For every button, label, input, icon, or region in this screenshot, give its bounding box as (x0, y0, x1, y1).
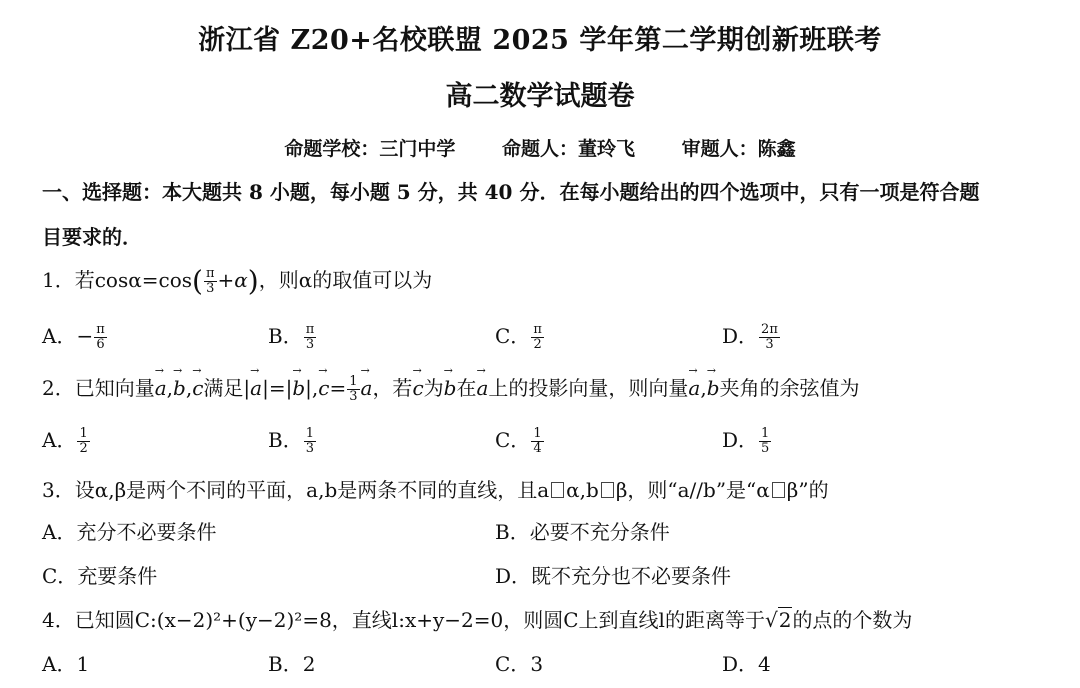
missing-glyph-box (551, 482, 564, 498)
question-1-prefix: 若cosα=cos (74, 268, 193, 292)
question-number: 1． (42, 268, 75, 292)
question-3: 3．设α,β是两个不同的平面，a,b是两条不同的直线，且a α,b β，则“a//b”是“α β”的 (42, 478, 829, 502)
exam-credits (0, 134, 1080, 161)
q2-option-a: A． $\frac{1}{2}$ (42, 426, 88, 456)
q2-option-b: B． $\frac{1}{3}$ (268, 426, 314, 456)
q1-option-c: C． $\frac{\pi}{2}$ (495, 322, 542, 352)
q3-option-b: B．必要不充分条件 (495, 520, 670, 544)
question-1: 1．若cosα=cos( $\frac{\pi}{3}$ +α)，则α的取值可以为 (42, 264, 433, 298)
q3-option-c: C．充要条件 (42, 564, 158, 588)
question-1-suffix: ，则α的取值可以为 (258, 268, 433, 292)
q2-option-c: C． $\frac{1}{4}$ (495, 426, 542, 456)
section-instructions-line2: 目要求的． (42, 225, 142, 249)
q4-option-b: B．2 (268, 652, 316, 676)
q1-option-b: B． $\frac{\pi}{3}$ (268, 322, 315, 352)
question-2: 2．已知向量→ a,→ b,→ c满足|→ a|=|→ b|,→ c= $\frac{1}{3}$ → a，若→ c为→ b在→ a上的投影向量，则向量→ a,→ b夹角的余弦值为 (42, 372, 860, 404)
fraction: $\frac{\pi}{3}$ (205, 266, 215, 296)
reviewer-label: 审题人：陈鑫 (681, 138, 796, 160)
exam-subtitle: 高二数学试题卷 (445, 81, 635, 112)
q1-option-a: A．− $\frac{\pi}{6}$ (42, 322, 105, 352)
missing-glyph-box (772, 482, 785, 498)
school-label: 命题学校：三门中学 (284, 138, 456, 160)
square-root: √2 (764, 608, 792, 632)
q4-option-d: D．4 (722, 652, 771, 676)
section-instructions-line1: 一、选择题：本大题共 8 小题，每小题 5 分，共 40 分．在每小题给出的四个选项中，只有一项是符合题 (42, 180, 980, 204)
q1-option-d: D． $\frac{2\pi}{3}$ (722, 322, 778, 352)
exam-title: 浙江省 Z20+名校联盟 2025 学年第二学期创新班联考 (198, 25, 882, 56)
q4-option-a: A．1 (42, 652, 90, 676)
q3-option-d: D．既不充分也不必要条件 (495, 564, 732, 588)
q4-option-c: C．3 (495, 652, 544, 676)
q3-option-a: A．充分不必要条件 (42, 520, 217, 544)
author-label: 命题人：董玲飞 (501, 138, 635, 160)
question-4: 4．已知圆C:(x−2)²+(y−2)²=8，直线l:x+y−2=0，则圆C上到直线l的距离等于√2的点的个数为 (42, 608, 913, 632)
missing-glyph-box (601, 482, 614, 498)
q2-option-d: D． $\frac{1}{5}$ (722, 426, 770, 456)
